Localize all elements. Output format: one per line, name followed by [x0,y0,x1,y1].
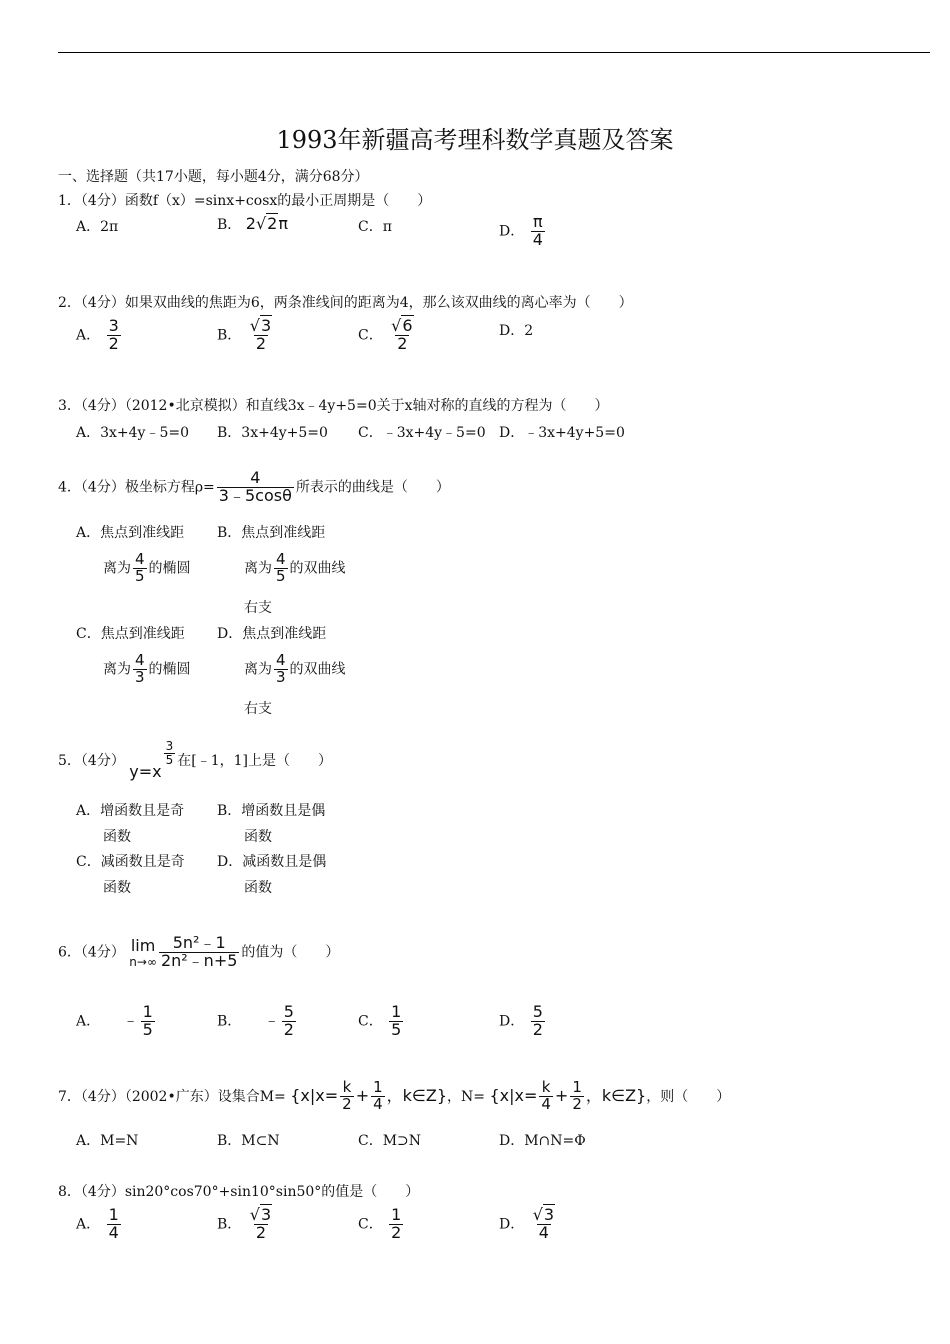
section-heading: 一、选择题（共17小题，每小题4分，满分68分） [58,169,369,185]
q5-stem: 5．（4分） y=x $\frac{3}{5}$ 在[﹣1，1]上是（ ） [58,739,333,782]
option-value: 2√2π [245,214,288,233]
q4-option-d: D．焦点到准线距 离为 $\frac{4}{3}$ 的双曲线 右支 [217,626,346,717]
q2-option-b [217,318,276,353]
q1-option-c [358,216,392,236]
option-fraction: $\frac{\pi}{4}$ [532,212,543,249]
option-label: C． [358,219,383,235]
q5-option-c: C．减函数且是奇 函数 [76,854,185,896]
q5-option-b: B．增函数且是偶 函数 [217,803,326,845]
option-value: π [382,219,392,235]
q6-option-a: A． ﹣ $\frac{1}{5}$ [76,1002,153,1039]
set-n: {x|x= $\frac{k}{4}$ + $\frac{1}{2}$ ，k∈Z} [489,1078,647,1113]
option-label: C． [358,327,383,344]
option-fraction: $\frac{√6}{2}$ [391,316,413,353]
q7-stem: 7．（4分）（2002•广东）设集合M= {x|x= $\frac{k}{2}$ + $\frac{1}{4}$ ，k∈Z}，N= {x|x= $\frac{k}{4}$ + $\frac{1}{2}$ ，k∈Z}，则（ ） [58,1078,731,1113]
q5-option-d: D．减函数且是偶 函数 [217,854,327,896]
q3-option-d: D．﹣3x+4y+5=0 [499,425,625,441]
q3-option-b: B．3x+4y+5=0 [217,425,328,441]
option-label: A． [76,219,101,235]
q1-option-a [76,216,118,236]
option-label: D． [499,323,525,339]
q7-option-a: A．M=N [76,1133,139,1149]
q5-option-a: A．增函数且是奇 函数 [76,803,185,845]
q2-option-a [76,318,123,353]
q7-option-b: B．M⊂N [217,1133,280,1149]
q4-stem: 4．（4分）极坐标方程ρ= $\frac{4}{3﹣5\cos\theta}$ 所表示的曲线是（ ） [58,468,450,505]
q6-stem: 6．（4分） lim n→∞ $\frac{\text{5n²﹣1}}{\text{2n²﹣n+5}}$ 的值为（ ） [58,933,340,970]
q2-option-d [499,320,533,340]
q7-option-d: D．M∩N=Φ [499,1133,586,1149]
option-label: B． [217,327,242,344]
q8-option-c: C． $\frac{1}{2}$ [358,1205,402,1242]
q4-option-c: C．焦点到准线距 离为 $\frac{4}{3}$ 的椭圆 [76,626,191,686]
option-label: A． [76,327,101,344]
set-m: {x|x= $\frac{k}{2}$ + $\frac{1}{4}$ ，k∈Z} [290,1078,448,1113]
q1-option-d [499,214,547,249]
q3-option-a: A．3x+4y﹣5=0 [76,425,190,441]
option-label: D． [499,223,525,240]
option-value: 2 [524,323,534,339]
q8-option-a: A． $\frac{1}{4}$ [76,1205,119,1242]
q1-stem: 1．（4分）函数f（x）=sinx+cosx的最小正周期是（ ） [58,193,432,209]
q2-option-c [358,318,418,353]
page-title: 1993年新疆高考理科数学真题及答案 [276,126,674,154]
q4-fraction: $\frac{4}{3﹣5\cos\theta}$ [218,468,292,505]
q8-option-d: D． $\frac{√3}{4}$ [499,1205,555,1242]
q3-stem: 3．（4分）（2012•北京模拟）和直线3x﹣4y+5=0关于x轴对称的直线的方程为（ ） [58,398,609,414]
q6-option-b: B． ﹣ $\frac{5}{2}$ [217,1002,294,1039]
option-fraction: $\frac{3}{2}$ [108,316,119,353]
header-rule [58,52,930,53]
option-value: 2π [100,219,119,235]
q6-option-c: C． $\frac{1}{5}$ [358,1002,402,1039]
option-label: B． [217,217,242,233]
q7-option-c: C．M⊃N [358,1133,422,1149]
q8-option-b: B． $\frac{√3}{2}$ [217,1205,272,1242]
q1-option-b [217,214,288,234]
q4-option-a: A．焦点到准线距 离为 $\frac{4}{5}$ 的椭圆 [76,525,191,585]
option-fraction: $\frac{√3}{2}$ [249,316,272,353]
q6-option-d: D． $\frac{5}{2}$ [499,1002,543,1039]
q8-stem: 8．（4分）sin20°cos70°+sin10°sin50°的值是（ ） [58,1184,420,1200]
q4-option-b: B．焦点到准线距 离为 $\frac{4}{5}$ 的双曲线 右支 [217,525,346,616]
q2-stem: 2．（4分）如果双曲线的焦距为6，两条准线间的距离为4，那么该双曲线的离心率为（ ） [58,295,633,311]
q3-option-c: C．﹣3x+4y﹣5=0 [358,425,486,441]
